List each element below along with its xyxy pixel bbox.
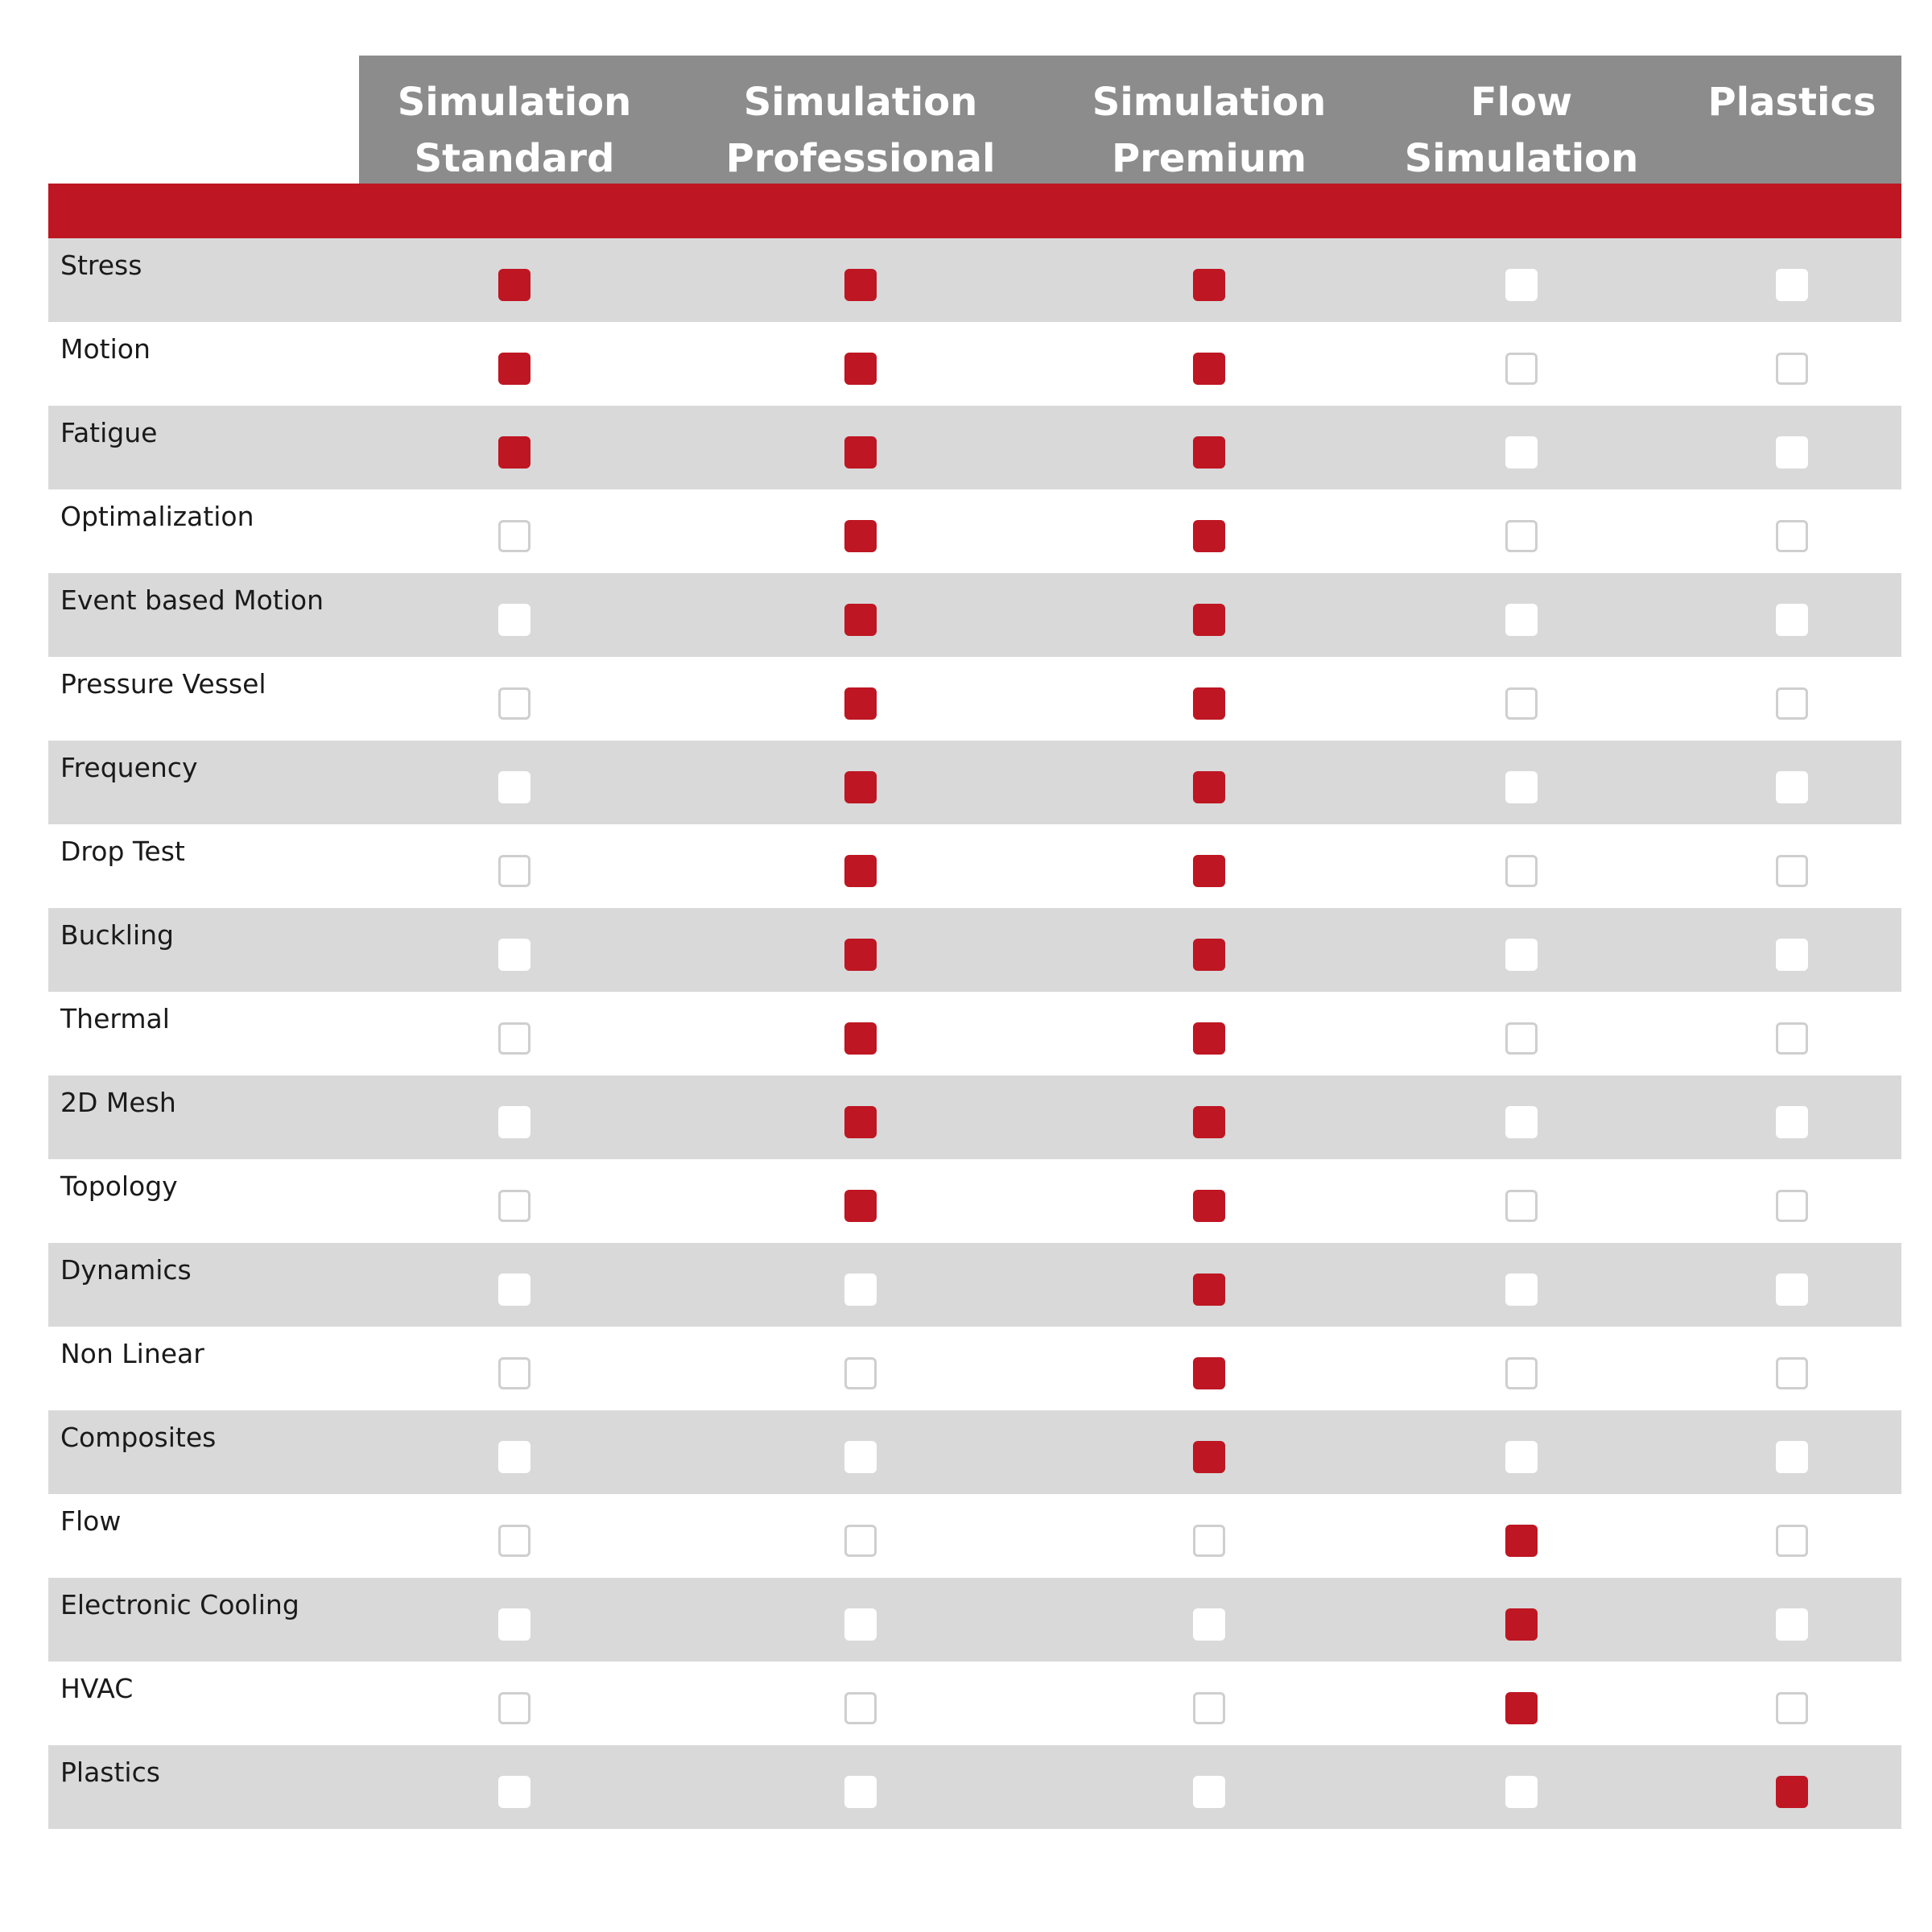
feature-label: Buckling (60, 919, 175, 951)
checkbox-unchecked (1505, 1357, 1538, 1389)
table-row (48, 1494, 1901, 1578)
checkbox-unchecked (498, 855, 530, 887)
table-row (48, 1327, 1901, 1410)
checkbox-unchecked (498, 1274, 530, 1306)
feature-label: Dynamics (60, 1254, 192, 1286)
checkbox-unchecked (1776, 520, 1808, 552)
table-row (48, 238, 1901, 322)
checkbox-unchecked (1776, 855, 1808, 887)
table-row (48, 1745, 1901, 1829)
checkbox-unchecked (1505, 771, 1538, 803)
checkbox-checked (844, 771, 877, 803)
checkbox-unchecked (498, 1525, 530, 1557)
feature-label: Composites (60, 1422, 217, 1453)
checkbox-unchecked (1505, 353, 1538, 385)
checkbox-unchecked (1776, 1022, 1808, 1055)
checkbox-unchecked (844, 1608, 877, 1641)
table-row (48, 322, 1901, 406)
checkbox-unchecked (1776, 1106, 1808, 1138)
checkbox-unchecked (1776, 436, 1808, 469)
checkbox-unchecked (1193, 1608, 1225, 1641)
checkbox-unchecked (498, 1190, 530, 1222)
checkbox-unchecked (1505, 1441, 1538, 1473)
checkbox-unchecked (1193, 1525, 1225, 1557)
checkbox-checked (844, 939, 877, 971)
column-header: Plastics (1707, 80, 1876, 125)
checkbox-unchecked (1505, 1776, 1538, 1808)
checkbox-unchecked (1776, 771, 1808, 803)
checkbox-unchecked (1776, 687, 1808, 720)
checkbox-checked (1505, 1692, 1538, 1724)
checkbox-unchecked (1505, 436, 1538, 469)
checkbox-unchecked (498, 939, 530, 971)
checkbox-unchecked (498, 1776, 530, 1808)
checkbox-unchecked (498, 1357, 530, 1389)
feature-label: Electronic Cooling (60, 1589, 299, 1620)
feature-label: Event based Motion (60, 584, 324, 616)
checkbox-checked (1193, 771, 1225, 803)
checkbox-checked (1193, 353, 1225, 385)
checkbox-unchecked (1505, 687, 1538, 720)
column-header: Simulation Standard (397, 80, 632, 181)
table-row (48, 489, 1901, 573)
checkbox-unchecked (498, 1608, 530, 1641)
checkbox-checked (498, 436, 530, 469)
checkbox-unchecked (1505, 604, 1538, 636)
checkbox-unchecked (1776, 1357, 1808, 1389)
checkbox-unchecked (1193, 1776, 1225, 1808)
checkbox-unchecked (844, 1274, 877, 1306)
checkbox-checked (1193, 436, 1225, 469)
feature-label: Fatigue (60, 417, 158, 448)
checkbox-unchecked (1776, 353, 1808, 385)
checkbox-checked (498, 353, 530, 385)
checkbox-unchecked (1776, 269, 1808, 301)
checkbox-unchecked (498, 687, 530, 720)
table-row (48, 824, 1901, 908)
checkbox-checked (1193, 604, 1225, 636)
checkbox-checked (1193, 939, 1225, 971)
checkbox-unchecked (844, 1525, 877, 1557)
checkbox-checked (844, 1190, 877, 1222)
feature-label: Drop Test (60, 836, 185, 867)
checkbox-unchecked (1776, 604, 1808, 636)
table-row (48, 1075, 1901, 1159)
checkbox-unchecked (1505, 269, 1538, 301)
feature-label: Pressure Vessel (60, 668, 266, 700)
checkbox-unchecked (844, 1776, 877, 1808)
table-row (48, 741, 1901, 824)
checkbox-checked (1776, 1776, 1808, 1808)
table-row (48, 1159, 1901, 1243)
checkbox-unchecked (1776, 1274, 1808, 1306)
checkbox-unchecked (1776, 1525, 1808, 1557)
checkbox-checked (1193, 1022, 1225, 1055)
table-row (48, 1578, 1901, 1662)
checkbox-checked (1193, 687, 1225, 720)
checkbox-unchecked (844, 1441, 877, 1473)
checkbox-checked (1505, 1608, 1538, 1641)
feature-label: Flow (60, 1505, 122, 1537)
feature-label: Frequency (60, 752, 198, 783)
checkbox-checked (844, 353, 877, 385)
checkbox-unchecked (844, 1692, 877, 1724)
table-row (48, 1662, 1901, 1745)
checkbox-unchecked (1505, 1190, 1538, 1222)
feature-label: 2D Mesh (60, 1087, 176, 1118)
accent-band (48, 184, 1901, 238)
checkbox-unchecked (1505, 520, 1538, 552)
checkbox-checked (1505, 1525, 1538, 1557)
checkbox-checked (1193, 1106, 1225, 1138)
checkbox-checked (844, 520, 877, 552)
checkbox-checked (1193, 1190, 1225, 1222)
checkbox-checked (498, 269, 530, 301)
table-row (48, 573, 1901, 657)
checkbox-unchecked (498, 1022, 530, 1055)
checkbox-unchecked (1776, 1692, 1808, 1724)
checkbox-unchecked (498, 1106, 530, 1138)
checkbox-checked (1193, 855, 1225, 887)
feature-label: Thermal (60, 1003, 170, 1034)
checkbox-checked (844, 1022, 877, 1055)
checkbox-checked (844, 269, 877, 301)
column-header: Simulation Professional (725, 80, 996, 181)
table-row (48, 992, 1901, 1075)
checkbox-unchecked (844, 1357, 877, 1389)
checkbox-unchecked (1505, 855, 1538, 887)
checkbox-unchecked (498, 604, 530, 636)
feature-label: Stress (60, 250, 142, 281)
feature-label: Topology (60, 1170, 178, 1202)
checkbox-checked (1193, 1274, 1225, 1306)
checkbox-checked (844, 604, 877, 636)
checkbox-unchecked (1505, 1106, 1538, 1138)
checkbox-unchecked (1776, 1190, 1808, 1222)
table-row (48, 657, 1901, 741)
checkbox-unchecked (498, 771, 530, 803)
checkbox-checked (1193, 269, 1225, 301)
checkbox-unchecked (1505, 1022, 1538, 1055)
checkbox-unchecked (1505, 939, 1538, 971)
table-row (48, 908, 1901, 992)
column-header: Simulation Premium (1092, 80, 1327, 181)
checkbox-checked (844, 855, 877, 887)
checkbox-unchecked (1776, 1608, 1808, 1641)
checkbox-checked (1193, 520, 1225, 552)
feature-label: Plastics (60, 1757, 160, 1788)
checkbox-unchecked (498, 1441, 530, 1473)
checkbox-checked (844, 1106, 877, 1138)
checkbox-checked (844, 687, 877, 720)
checkbox-unchecked (1776, 939, 1808, 971)
checkbox-checked (1193, 1357, 1225, 1389)
checkbox-checked (1193, 1441, 1225, 1473)
table-row (48, 1410, 1901, 1494)
feature-label: Motion (60, 333, 151, 365)
checkbox-unchecked (1193, 1692, 1225, 1724)
column-header: Flow Simulation (1404, 80, 1639, 181)
table-row (48, 406, 1901, 489)
feature-label: Non Linear (60, 1338, 204, 1369)
feature-label: Optimalization (60, 501, 254, 532)
checkbox-unchecked (1505, 1274, 1538, 1306)
table-row (48, 1243, 1901, 1327)
checkbox-unchecked (1776, 1441, 1808, 1473)
checkbox-unchecked (498, 1692, 530, 1724)
checkbox-unchecked (498, 520, 530, 552)
checkbox-checked (844, 436, 877, 469)
feature-label: HVAC (60, 1673, 134, 1704)
